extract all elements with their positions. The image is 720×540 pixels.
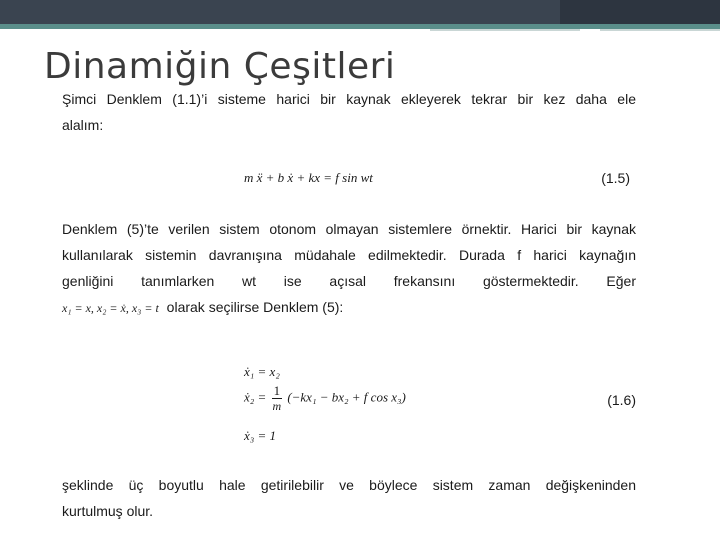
paragraph-1 [62,86,636,138]
equation-1-row [62,166,636,194]
variable-definitions: x₁ = x, x₂ = ẋ, x₃ = t [62,301,159,315]
equation-2-row-2 [244,384,406,413]
paragraph-1-line-2: alalım: [62,117,104,133]
equation-2-number: (1.6) [607,392,636,408]
paragraph-3-line-1: şeklinde üç boyutlu hale getirilebilir ve böylece sistem zaman değişkeninden [62,477,636,493]
equation-1-number: (1.5) [601,170,630,186]
paragraph-1-line-1: Şimci Denklem (1.1)’i sisteme harici bir kaynak ekleyerek tekrar bir kez daha ele [62,91,636,107]
equation-2-row-1: ẋ₁ = x₂ [244,364,280,379]
fraction-numerator: 1 [273,383,281,398]
fraction-denominator: m [272,399,282,413]
top-thin-line-1 [430,29,580,31]
paragraph-2-line-1: Denklem (5)’te verilen sistem otonom olmayan sistemlere örnektir. Harici bir kaynak [62,221,636,237]
paragraph-2-line-4 [62,294,636,321]
equation-2-row-2-lhs: ẋ₂ = [244,389,267,405]
paragraph-3-line-2: kurtulmuş olur. [62,503,154,519]
paragraph-2-line-2: kullanılarak sistemin davranışına müdahale edilmektedir. Durada f harici kaynağın [62,247,636,263]
slide-title: Dinamiğin Çeşitleri [44,46,396,87]
paragraph-3 [62,472,636,524]
equation-2-row-2-rhs: (−kx₁ − bx₂ + f cos x₃) [287,389,406,405]
paragraph-2-line-3: genliğini tanımlarken wt ise açısal frekansını göstermektedir. Eğer [62,273,636,289]
top-bar-light-segment [0,0,560,24]
equation-2-row-3: ẋ₃ = 1 [244,428,277,443]
paragraph-2-line-4-text: olarak seçilirse Denklem (5): [166,299,344,315]
paragraph-2 [62,216,636,321]
top-decoration-bar [0,0,720,24]
equation-2-fraction [272,384,283,413]
top-thin-line-2 [600,29,720,31]
equation-1: m ẍ + b ẋ + kx = f sin wt [244,170,373,185]
